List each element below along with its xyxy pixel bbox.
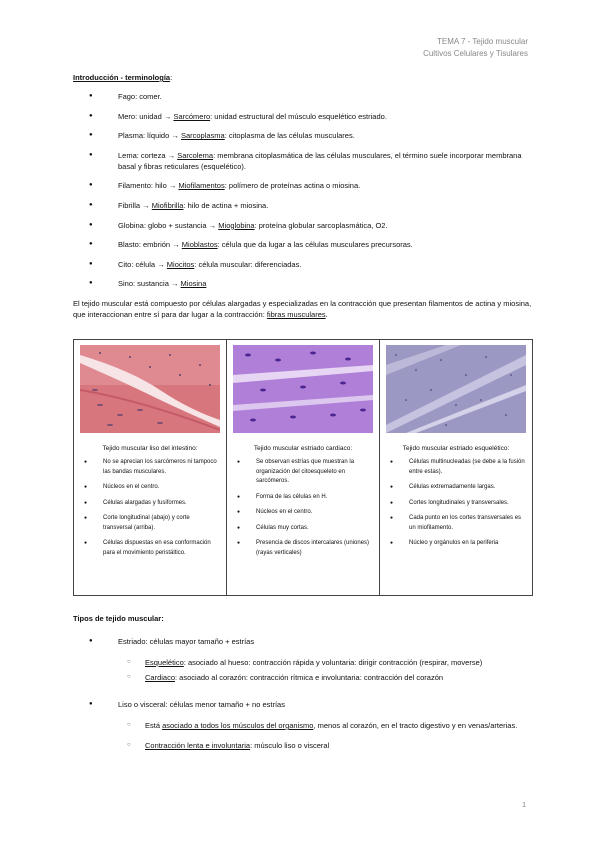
types-heading: Tipos de tejido muscular: bbox=[73, 614, 164, 623]
types-section bbox=[73, 613, 533, 760]
list-item: ● Células extremadamente largas. bbox=[386, 483, 526, 493]
muscle-types-table bbox=[73, 339, 533, 596]
list-item: ● Plasma: líquido → Sarcoplasma: citoplasma de las células musculares. bbox=[73, 130, 533, 141]
list-item: ● Cada punto en los cortes transversales es un miofilamento. bbox=[386, 514, 526, 533]
terminology-list bbox=[73, 91, 533, 289]
list-item: ● Células muy cortas. bbox=[233, 524, 373, 534]
list-item: ● Se observan estrías que muestran la organización del citoesqueleto en sarcómeros. bbox=[233, 458, 373, 487]
column-caption: Tejido muscular liso del intestino: bbox=[102, 445, 198, 452]
column-list bbox=[386, 458, 526, 549]
page-header bbox=[423, 36, 528, 60]
list-item: ● Núcleos en el centro. bbox=[80, 483, 220, 493]
sub-list bbox=[73, 720, 533, 751]
list-item: ● Cortes longitudinales y transversales. bbox=[386, 499, 526, 509]
list-item: ● Fibrilla → Miofibrilla: hilo de actina + miosina. bbox=[73, 200, 533, 211]
intro-paragraph: El tejido muscular está compuesto por células alargadas y especializadas en la contracción que presentan filamentos de actina y miosina, que interaccionan entre sí para dar lugar a la contracción: fibras musculares. bbox=[73, 298, 532, 319]
page-number: 1 bbox=[522, 800, 527, 809]
list-item: ● Células alargadas y fusiformes. bbox=[80, 499, 220, 509]
column-caption: Tejido muscular estriado esquelético: bbox=[402, 445, 510, 452]
list-item: ○ Contracción lenta e involuntaria: músculo liso o visceral bbox=[73, 740, 533, 751]
types-list bbox=[73, 636, 533, 751]
column-list bbox=[80, 458, 220, 558]
list-item: ● Células multinucleadas (se debe a la fusión entre estas). bbox=[386, 458, 526, 477]
list-item: ● Células dispuestas en esa conformación para el movimiento peristáltico. bbox=[80, 539, 220, 558]
header-course: Cultivos Celulares y Tisulares bbox=[423, 49, 528, 58]
intro-section bbox=[73, 72, 533, 320]
list-item: ● Presencia de discos intercalares (uniones) (rayas verticales) bbox=[233, 539, 373, 558]
cardiac-muscle-image bbox=[233, 345, 373, 433]
header-topic: TEMA 7 - Tejido muscular bbox=[437, 37, 528, 46]
list-item: ● Núcleo y orgánulos en la periferia bbox=[386, 539, 526, 549]
table-column-cardiac bbox=[227, 340, 380, 595]
list-item: ● Núcleos en el centro. bbox=[233, 508, 373, 518]
table-column-smooth bbox=[74, 340, 227, 595]
list-item: ● Cito: célula → Miocitos: célula muscular: diferenciadas. bbox=[73, 259, 533, 270]
list-item: ● Mero: unidad → Sarcómero: unidad estructural del músculo esquelético estriado. bbox=[73, 111, 533, 122]
skeletal-muscle-image bbox=[386, 345, 526, 433]
table-column-skeletal bbox=[380, 340, 532, 595]
list-item: ● Lema: corteza → Sarcolema: membrana citoplasmática de las células musculares, el término suele incorporar membrana basal y fibras reticulares (esquelético). bbox=[73, 150, 533, 172]
list-item: ● Fago: comer. bbox=[73, 91, 533, 102]
list-item: ● Filamento: hilo → Miofilamentos: polímero de proteínas actina o miosina. bbox=[73, 180, 533, 191]
column-list bbox=[233, 458, 373, 558]
list-item: ● Corte longitudinal (abajo) y corte transversal (arriba). bbox=[80, 514, 220, 533]
list-item: ● Globina: globo + sustancia → Mioglobina: proteína globular sarcoplasmática, O2. bbox=[73, 220, 533, 231]
list-item: ○ Está asociado a todos los músculos del organismo, menos al corazón, en el tracto digestivo y en venas/arterias. bbox=[73, 720, 533, 731]
list-item: ○ Cardiaco: asociado al corazón: contracción rítmica e involuntaria: contracción del corazón bbox=[73, 672, 533, 683]
list-item: ● Sino: sustancia → Miosina bbox=[73, 278, 533, 289]
list-item: ● Blasto: embrión → Mioblastos: célula que da lugar a las células musculares precursoras. bbox=[73, 239, 533, 250]
smooth-muscle-image bbox=[80, 345, 220, 433]
list-item: ● Forma de las células en H. bbox=[233, 493, 373, 503]
sub-list bbox=[73, 657, 533, 683]
column-caption: Tejido muscular estriado cardiaco: bbox=[253, 445, 353, 452]
list-item: ● Estriado: células mayor tamaño + estrías ○ Esquelético: asociado al hueso: contracción rápida y voluntaria: dirigir contracción (respirar, moverse) ○ Cardiaco: asociado al corazón: contracción rítmica e involuntaria: contracción del corazón bbox=[73, 636, 533, 683]
list-item: ○ Esquelético: asociado al hueso: contracción rápida y voluntaria: dirigir contracción (respirar, moverse) bbox=[73, 657, 533, 668]
list-item: ● No se aprecian los sarcómeros ni tampoco las bandas musculares. bbox=[80, 458, 220, 477]
intro-heading: Introducción - terminología: bbox=[73, 73, 173, 82]
list-item: ● Liso o visceral: células menor tamaño + no estrías ○ Está asociado a todos los músculos del organismo, menos al corazón, en el tracto digestivo y en venas/arterias. ○ Contracción lenta e involuntaria: músculo liso o visceral bbox=[73, 699, 533, 751]
